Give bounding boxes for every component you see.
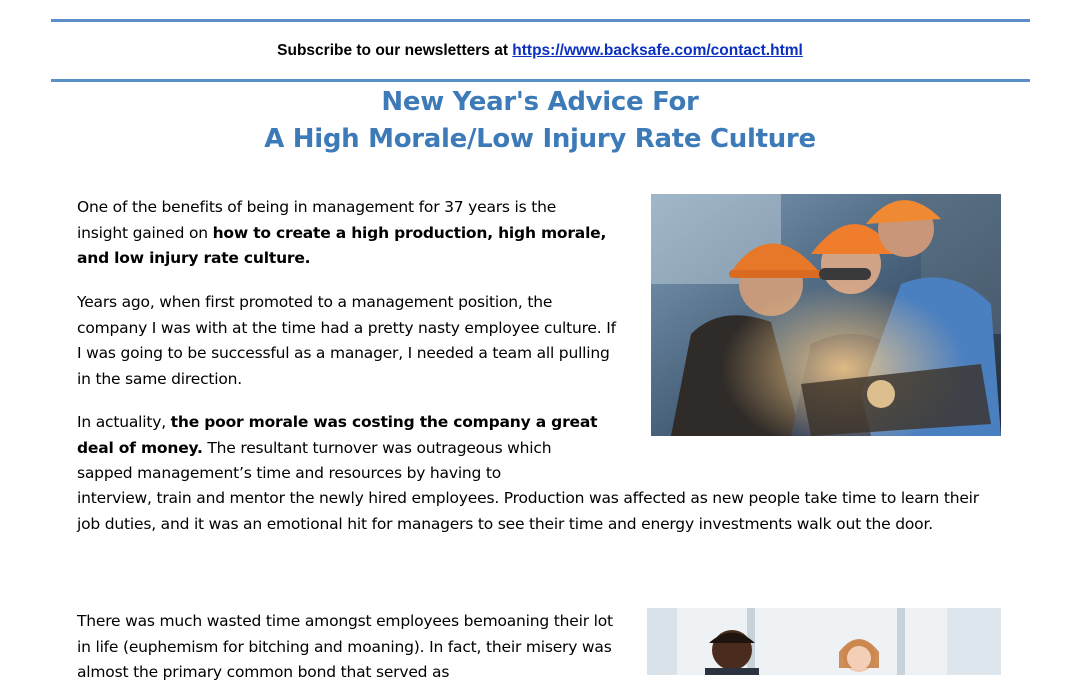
paragraph-3-bold: the poor morale was costing the company a great deal of money. xyxy=(77,413,598,457)
paragraph-2: Years ago, when first promoted to a management position, the company I was with at the time had a pretty nasty employee culture. If I was going to be successful as a manager, I needed a team all pulling in the same direction. xyxy=(77,293,616,388)
contact-link[interactable]: https://www.backsafe.com/contact.html xyxy=(512,42,803,59)
header-rule xyxy=(51,79,1030,82)
paragraph-1-bold: how to create a high production, high morale, and low injury rate culture. xyxy=(77,223,607,267)
paragraph-3-continued: interview, train and mentor the newly hired employees. Production was affected as new people take time to learn their job duties, and it was an emotional hit for managers to see their time and energy investments walk out the door. xyxy=(77,489,979,533)
title-line-1: New Year's Advice For xyxy=(381,87,699,117)
office-photo xyxy=(647,608,1001,675)
paragraph-3-text-b: The resultant turnover was outrageous which sapped management’s time and resources by having to xyxy=(77,438,552,482)
subscribe-banner xyxy=(0,42,1080,60)
paragraph-4: There was much wasted time amongst employees bemoaning their lot in life (euphemism for bitching and moaning). In fact, their misery was almost the primary common bond that served as xyxy=(77,612,613,681)
paragraph-1 xyxy=(77,195,607,272)
top-rule xyxy=(51,19,1030,22)
article-title xyxy=(0,84,1080,158)
paragraph-3-text: In actuality, xyxy=(77,413,171,431)
title-line-2: A High Morale/Low Injury Rate Culture xyxy=(264,124,816,154)
subscribe-text: Subscribe to our newsletters at xyxy=(277,42,513,59)
paragraph-3 xyxy=(77,410,607,487)
workers-photo xyxy=(651,194,1001,436)
paragraph-1-text: One of the benefits of being in management for 37 years is the insight gained on xyxy=(77,198,557,242)
